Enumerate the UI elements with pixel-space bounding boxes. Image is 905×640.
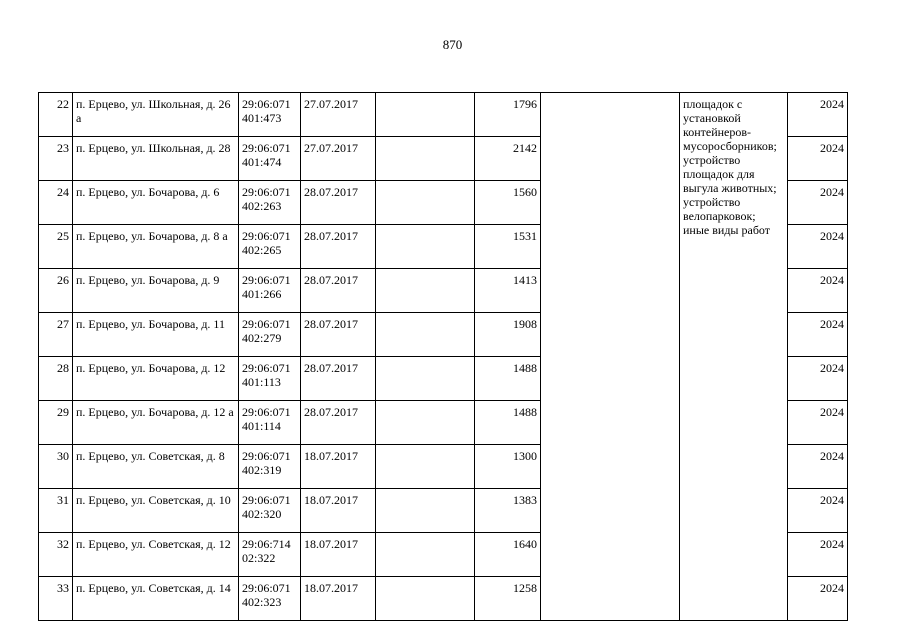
year-cell: 2024 xyxy=(788,313,848,357)
address-cell: п. Ерцево, ул. Бочарова, д. 12 а xyxy=(73,401,239,445)
address-cell: п. Ерцево, ул. Бочарова, д. 12 xyxy=(73,357,239,401)
registration-date-cell: 28.07.2017 xyxy=(301,269,376,313)
row-number: 32 xyxy=(39,533,73,577)
row-number: 26 xyxy=(39,269,73,313)
cadastral-number-cell: 29:06:071 402:323 xyxy=(239,577,301,621)
registration-date-cell: 28.07.2017 xyxy=(301,401,376,445)
area-cell: 2142 xyxy=(475,137,541,181)
empty-cell xyxy=(376,401,475,445)
empty-cell xyxy=(376,489,475,533)
cadastral-number-cell: 29:06:714 02:322 xyxy=(239,533,301,577)
page-number: 870 xyxy=(442,37,463,52)
year-cell: 2024 xyxy=(788,93,848,137)
empty-cell xyxy=(541,93,680,621)
empty-cell xyxy=(376,137,475,181)
registry-table-body xyxy=(39,93,848,621)
registration-date-cell: 27.07.2017 xyxy=(301,137,376,181)
address-cell: п. Ерцево, ул. Советская, д. 12 xyxy=(73,533,239,577)
area-cell: 1383 xyxy=(475,489,541,533)
empty-cell xyxy=(376,93,475,137)
row-number: 23 xyxy=(39,137,73,181)
row-number: 30 xyxy=(39,445,73,489)
row-number: 24 xyxy=(39,181,73,225)
registration-date-cell: 28.07.2017 xyxy=(301,225,376,269)
area-cell: 1531 xyxy=(475,225,541,269)
empty-cell xyxy=(376,577,475,621)
address-cell: п. Ерцево, ул. Школьная, д. 26 а xyxy=(73,93,239,137)
empty-cell xyxy=(376,357,475,401)
empty-cell xyxy=(376,269,475,313)
cadastral-number-cell: 29:06:071 402:265 xyxy=(239,225,301,269)
table-row xyxy=(39,93,848,137)
row-number: 31 xyxy=(39,489,73,533)
year-cell: 2024 xyxy=(788,181,848,225)
address-cell: п. Ерцево, ул. Бочарова, д. 8 а xyxy=(73,225,239,269)
area-cell: 1413 xyxy=(475,269,541,313)
area-cell: 1640 xyxy=(475,533,541,577)
row-number: 27 xyxy=(39,313,73,357)
row-number: 33 xyxy=(39,577,73,621)
registration-date-cell: 18.07.2017 xyxy=(301,489,376,533)
year-cell: 2024 xyxy=(788,577,848,621)
cadastral-number-cell: 29:06:071 402:320 xyxy=(239,489,301,533)
registration-date-cell: 27.07.2017 xyxy=(301,93,376,137)
cadastral-number-cell: 29:06:071 402:319 xyxy=(239,445,301,489)
area-cell: 1488 xyxy=(475,401,541,445)
area-cell: 1908 xyxy=(475,313,541,357)
area-cell: 1488 xyxy=(475,357,541,401)
year-cell: 2024 xyxy=(788,445,848,489)
row-number: 22 xyxy=(39,93,73,137)
empty-cell xyxy=(376,533,475,577)
year-cell: 2024 xyxy=(788,269,848,313)
empty-cell xyxy=(376,181,475,225)
registration-date-cell: 28.07.2017 xyxy=(301,181,376,225)
row-number: 28 xyxy=(39,357,73,401)
cadastral-number-cell: 29:06:071 401:473 xyxy=(239,93,301,137)
address-cell: п. Ерцево, ул. Советская, д. 10 xyxy=(73,489,239,533)
registration-date-cell: 28.07.2017 xyxy=(301,357,376,401)
year-cell: 2024 xyxy=(788,401,848,445)
address-cell: п. Ерцево, ул. Бочарова, д. 6 xyxy=(73,181,239,225)
address-cell: п. Ерцево, ул. Бочарова, д. 11 xyxy=(73,313,239,357)
empty-cell xyxy=(376,445,475,489)
registration-date-cell: 18.07.2017 xyxy=(301,445,376,489)
cadastral-number-cell: 29:06:071 402:263 xyxy=(239,181,301,225)
registration-date-cell: 18.07.2017 xyxy=(301,533,376,577)
work-description-cell: площадок с установкой контейнеров-мусоросборников; устройство площадок для выгула животных; устройство велопарковок; иные виды работ xyxy=(680,93,788,621)
area-cell: 1258 xyxy=(475,577,541,621)
year-cell: 2024 xyxy=(788,533,848,577)
registration-date-cell: 28.07.2017 xyxy=(301,313,376,357)
area-cell: 1560 xyxy=(475,181,541,225)
address-cell: п. Ерцево, ул. Бочарова, д. 9 xyxy=(73,269,239,313)
cadastral-number-cell: 29:06:071 401:113 xyxy=(239,357,301,401)
empty-cell xyxy=(376,225,475,269)
year-cell: 2024 xyxy=(788,357,848,401)
year-cell: 2024 xyxy=(788,137,848,181)
empty-cell xyxy=(376,313,475,357)
cadastral-number-cell: 29:06:071 401:114 xyxy=(239,401,301,445)
cadastral-number-cell: 29:06:071 402:279 xyxy=(239,313,301,357)
cadastral-number-cell: 29:06:071 401:266 xyxy=(239,269,301,313)
address-cell: п. Ерцево, ул. Советская, д. 14 xyxy=(73,577,239,621)
address-cell: п. Ерцево, ул. Школьная, д. 28 xyxy=(73,137,239,181)
year-cell: 2024 xyxy=(788,225,848,269)
cadastral-number-cell: 29:06:071 401:474 xyxy=(239,137,301,181)
area-cell: 1796 xyxy=(475,93,541,137)
row-number: 25 xyxy=(39,225,73,269)
year-cell: 2024 xyxy=(788,489,848,533)
row-number: 29 xyxy=(39,401,73,445)
registration-date-cell: 18.07.2017 xyxy=(301,577,376,621)
address-cell: п. Ерцево, ул. Советская, д. 8 xyxy=(73,445,239,489)
registry-table xyxy=(38,92,848,621)
area-cell: 1300 xyxy=(475,445,541,489)
